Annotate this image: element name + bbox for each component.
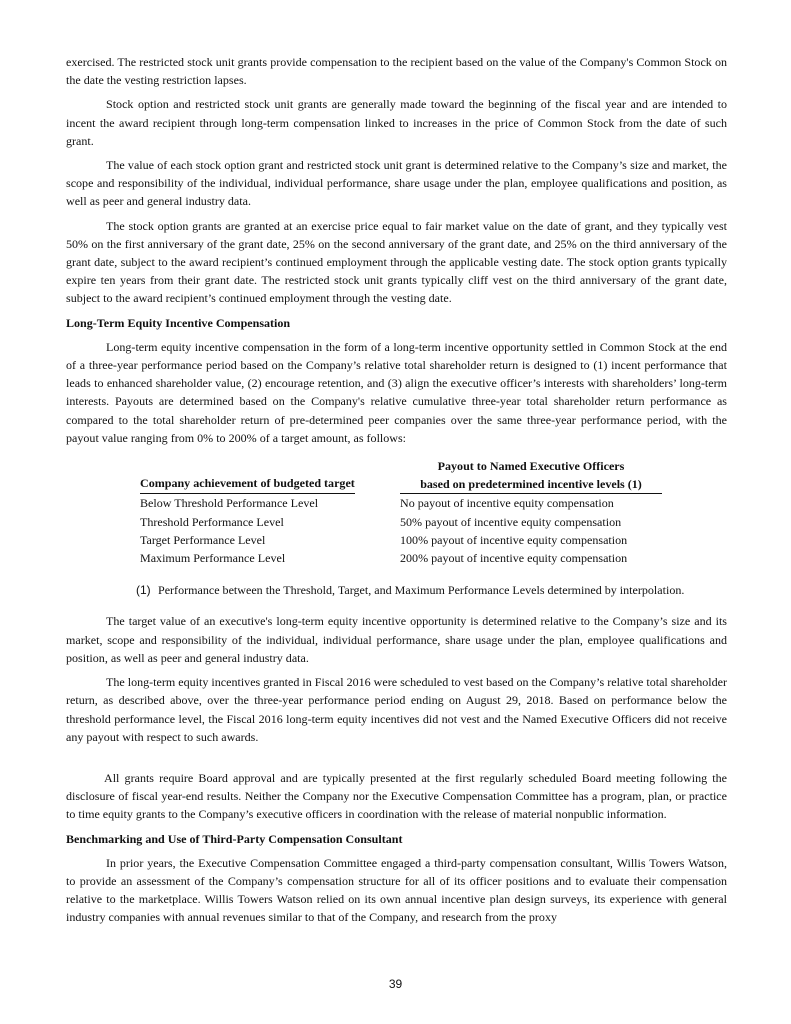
table-row <box>140 513 662 531</box>
footnote-text: Performance between the Threshold, Target, and Maximum Performance Levels determined by interpolation. <box>158 583 685 598</box>
performance-level: Threshold Performance Level <box>140 514 284 529</box>
heading-long-term-equity: Long-Term Equity Incentive Compensation <box>66 315 291 330</box>
paragraph-consultant: In prior years, the Executive Compensation Committee engaged a third-party compensation consultant, Willis Towers Watson, to provide an assessment of the Company’s compensation structure for all of its officer positions and to evaluate their compensation relative to the marketplace. Willis Towers Watson relied on its own annual incentive plan design surveys, its experience with general industry companies with annual revenues similar to that of the Company, and research from the proxy <box>66 855 727 925</box>
performance-level: Target Performance Level <box>140 532 266 547</box>
document-page <box>66 53 727 933</box>
paragraph-rsu-compensation: exercised. The restricted stock unit grants provide compensation to the recipient based on the value of the Company's Common Stock on the date the vesting restriction lapses. <box>66 55 727 88</box>
spacer <box>66 752 727 769</box>
payout-value: No payout of incentive equity compensation <box>400 496 614 511</box>
table-row <box>140 531 662 549</box>
paragraph-grant-value: The value of each stock option grant and restricted stock unit grant is determined relative to the Company’s size and market, the scope and responsibility of the individual, individual performance, share usage under the plan, employee qualifications and position, as well as peer and general industry data. <box>66 158 727 209</box>
footnote-marker: (1) <box>136 583 151 598</box>
header-payout: Payout to Named Executive Officers based on predetermined incentive levels (1) <box>400 457 662 494</box>
page-number: 39 <box>388 977 403 991</box>
paragraph-target-value: The target value of an executive's long-term equity incentive opportunity is determined relative to the Company’s size and its market, scope and responsibility of the individual, individual performance, share usage under the plan, employee qualifications and position, as well as peer and general industry data. <box>66 614 727 665</box>
performance-level: Maximum Performance Level <box>140 551 286 566</box>
header-company-achievement: Company achievement of budgeted target <box>140 457 400 494</box>
paragraph-grant-timing: Stock option and restricted stock unit grants are generally made toward the beginning of the fiscal year and are intended to incent the award recipient through long-term compensation linked to increases in the price of Common Stock from the date of such grant. <box>66 97 727 148</box>
paragraph-fiscal-2016: The long-term equity incentives granted in Fiscal 2016 were scheduled to vest based on the Company’s relative total shareholder return, as described above, over the three-year performance period ending on August 29, 2018. Based on performance below the threshold performance level, the Fiscal 2016 long-term equity incentives did not vest and the Named Executive Officers did not receive any payout with respect to such awards. <box>66 675 727 744</box>
table-row <box>140 494 662 512</box>
footnote <box>136 581 727 599</box>
payout-value: 100% payout of incentive equity compensation <box>400 532 628 547</box>
heading-benchmarking: Benchmarking and Use of Third-Party Compensation Consultant <box>66 831 403 846</box>
table-row <box>140 549 662 567</box>
payout-value: 200% payout of incentive equity compensation <box>400 551 628 566</box>
paragraph-ltei-overview: Long-term equity incentive compensation in the form of a long-term incentive opportunity settled in Common Stock at the end of a three-year performance period based on the Company’s relative total shareholder return is designed to (1) incent performance that leads to enhanced shareholder value, (2) encourage retention, and (3) align the executive officer’s interests with shareholders’ long-term interests. Payouts are determined based on the Company's relative cumulative three-year total shareholder return performance as compared to the total shareholder return of pre-determined peer companies over the same three-year performance period, with the payout value ranging from 0% to 200% of a target amount, as follows: <box>66 339 727 445</box>
payout-value: 50% payout of incentive equity compensation <box>400 514 622 529</box>
performance-level: Below Threshold Performance Level <box>140 496 319 511</box>
paragraph-vesting-terms: The stock option grants are granted at an exercise price equal to fair market value on the date of grant, and they typically vest 50% on the first anniversary of the grant date, 25% on the second anniversary of the grant date, and 25% on the third anniversary of the grant date, subject to the award recipient’s continued employment through the applicable vesting date. The stock option grants typically expire ten years from their grant date. The restricted stock unit grants typically cliff vest on the third anniversary of the grant date, subject to the award recipient’s continued employment through the vesting date. <box>66 218 727 306</box>
payout-table-header <box>140 457 662 494</box>
payout-table <box>140 457 662 567</box>
paragraph-board-approval: All grants require Board approval and are typically presented at the first regularly scheduled Board meeting following the disclosure of fiscal year-end results. Neither the Company nor the Executive Compensation Committee has a program, plan, or practice to time equity grants to the Company’s executive officers in coordination with the release of material nonpublic information. <box>66 770 727 822</box>
